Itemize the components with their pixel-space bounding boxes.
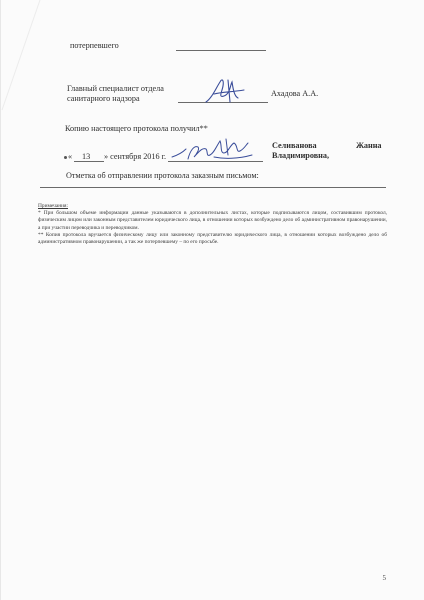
recipient-first-name: Жанна [356, 141, 382, 150]
notes-heading: Примечания: [38, 203, 68, 209]
specialist-signature [200, 76, 250, 108]
specialist-title-line2: санитарного надзора [67, 94, 140, 103]
date-day: 13 [82, 152, 91, 161]
recipient-surname: Селиванова [272, 141, 317, 150]
note-asterisk-2: ** Копия протокола вручается физическому лицу или законному представителю юридического лица, в отношении которых возбуждено дело об административном правонарушении, а так же потерпевшему – по его просьбе. [38, 231, 387, 246]
recipient-signature [168, 135, 263, 165]
victim-label: потерпевшего [70, 41, 119, 50]
recipient-patronymic: Владимировна, [272, 151, 330, 160]
page-number: 5 [382, 574, 386, 582]
date-rest: » сентября 2016 г. [104, 152, 167, 161]
specialist-title-line1: Главный специалист отдела [67, 84, 164, 93]
date-open-quote: « [68, 152, 73, 161]
mail-note-line [40, 187, 386, 188]
date-day-underline [74, 161, 104, 162]
victim-signature-line [176, 50, 266, 51]
copy-received-label: Копию настоящего протокола получил** [65, 124, 208, 133]
specialist-name: Ахадова А.А. [271, 89, 319, 98]
page-crease-mark [0, 0, 60, 120]
ink-dot [64, 156, 67, 159]
notes-block [38, 203, 387, 246]
mail-note-label: Отметка об отправлении протокола заказным письмом: [66, 171, 259, 180]
note-asterisk-1: * При большом объеме информации данные указываются в дополнительных листах, которые подписываются лицом, составившим протокол, физическим лицом или законным представителем юридического лица, в отношении которых возбуждено дело об административном правонарушении, а при участии переводчика и переводчиком. [38, 210, 387, 231]
